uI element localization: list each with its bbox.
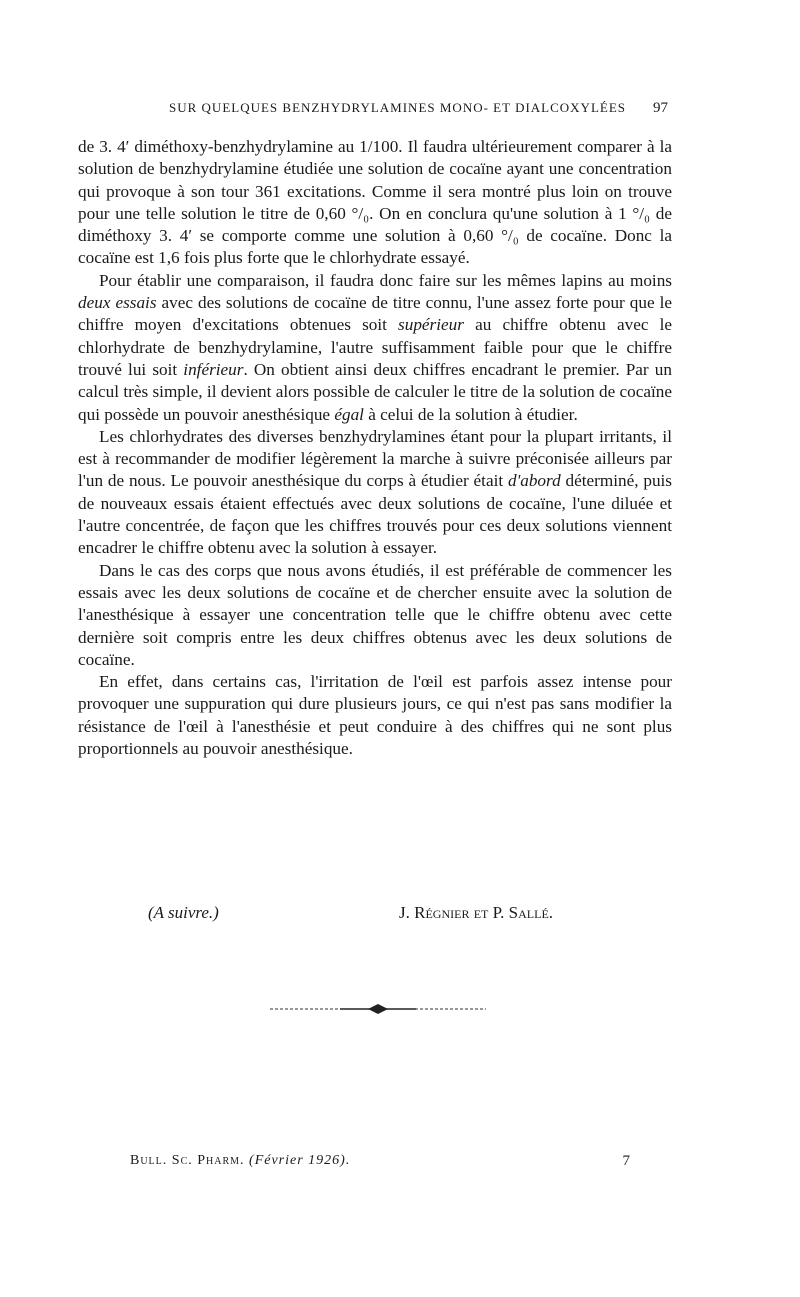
text-run: Les chlorhydrates des diverses benzhydrylamines étant pour la plupart irritants, il est à recommander de modifier légèrement la marche à suivre préconisée ailleurs par l'un de nous. Le pouvoir anesthésique du corps à étudier était (78, 426, 672, 491)
text-run: Pour établir une comparaison, il faudra donc faire sur les mêmes lapins au moins (99, 270, 672, 290)
paragraph (78, 426, 672, 560)
text-run: . On obtient ainsi deux chiffres encadrant le premier. Par un calcul très simple, il devient alors possible de calculer le titre de la solution de cocaïne qui possède un pouvoir anesthésique (78, 359, 672, 424)
authors: J. Régnier et P. Sallé. (399, 903, 554, 922)
emphasis: supérieur (398, 315, 464, 335)
paragraph: de 3. 4′ diméthoxy-benzhydrylamine au 1/100. Il faudra ultérieurement comparer à la solution de benzhydrylamine étudiée une solution de cocaïne ayant une concentration qui provoque à son tour 361 excitations. Comme il sera montré plus loin on trouve pour une telle solution le titre de 0,60 °/₀. On en conclura qu'une solution à 1 °/₀ de diméthoxy 3. 4′ se comporte comme une solution à 0,60 °/₀ de cocaïne. Donc la cocaïne est 1,6 fois plus forte que le chlorhydrate essayé. (78, 137, 672, 268)
text-run: déterminé, puis de nouveaux essais étaient effectués avec deux solutions de cocaïne, l'une diluée et l'autre concentrée, de façon que les chiffres trouvés pour ces deux solutions viennent encadrer le chiffre obtenu avec la solution à essayer. (78, 471, 673, 558)
text-run: à celui de la solution à étudier. (363, 404, 578, 424)
paragraph: En effet, dans certains cas, l'irritation de l'œil est parfois assez intense pour provoquer une suppuration qui dure plusieurs jours, ce qui n'est pas sans modifier la résistance de l'œil à l'anesthésie et peut conduire à des chiffres qui ne sont plus proportionnels au pouvoir anesthésique. (78, 672, 672, 759)
section-end-ornament (270, 1003, 486, 1015)
paragraph: Dans le cas des corps que nous avons étudiés, il est préférable de commencer les essais avec les deux solutions de cocaïne et de chercher ensuite avec la solution de l'anesthésique à essayer une concentration telle que le chiffre obtenu avec cette dernière soit compris entre les deux chiffres obtenus avec les deux solutions de cocaïne. (78, 560, 672, 669)
text-run: au chiffre obtenu avec le chlorhydrate de benzhydrylamine, l'autre suffisamment faible pour que le chiffre trouvé lui soit (78, 315, 673, 379)
sheet-signature: 7 (622, 1153, 630, 1169)
issue-date: (Février 1926). (249, 1153, 351, 1168)
paragraph (78, 270, 672, 426)
journal-abbrev: Bull. Sc. Pharm. (130, 1153, 245, 1168)
to-be-continued: (A suivre.) (148, 903, 219, 922)
running-title: SUR QUELQUES BENZHYDRYLAMINES MONO- ET DIALCOXYLÉES (169, 100, 627, 115)
article-body (78, 136, 672, 760)
page-number: 97 (653, 100, 668, 116)
page-footer (130, 1153, 630, 1177)
text-run: avec des solutions de cocaïne de titre connu, l'une assez forte pour que le chiffre moyen d'excitations obtenues soit (78, 293, 672, 335)
running-header (78, 100, 668, 124)
emphasis: d'abord (507, 471, 561, 491)
emphasis: inférieur (183, 359, 244, 379)
emphasis: égal (334, 404, 364, 424)
emphasis: deux essais (78, 293, 157, 313)
signature-line (148, 903, 608, 929)
journal-name (130, 1153, 350, 1169)
